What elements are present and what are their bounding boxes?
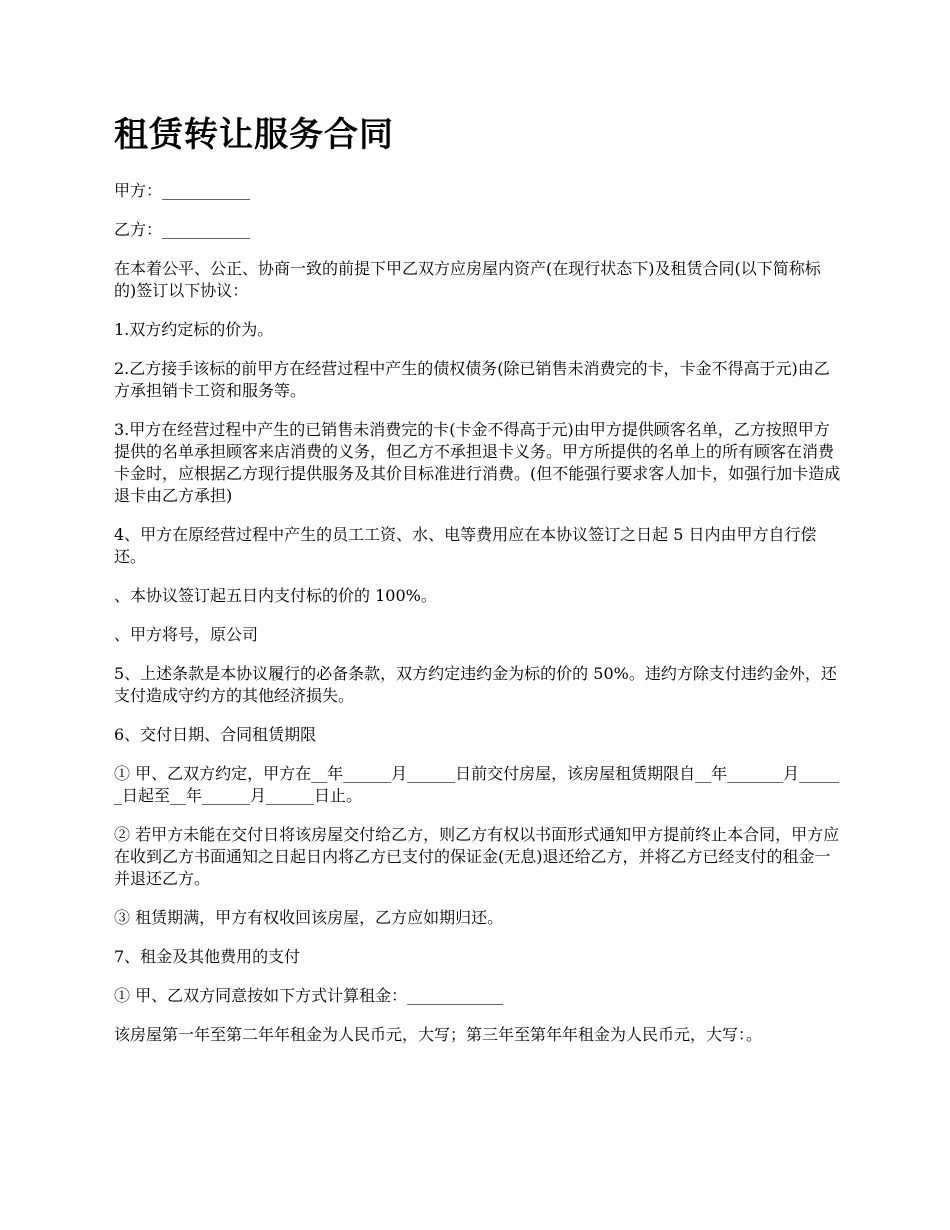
party-a-line: 甲方：___________ (114, 181, 251, 200)
document-title: 租赁转让服务合同 (114, 115, 394, 155)
clause-6-2: ② 若甲方未能在交付日将该房屋交付给乙方，则乙方有权以书面形式通知甲方提前终止本合同，甲方应在收到乙方书面通知之日起日内将乙方已支付的保证金(无息)退还给乙方，并将乙方已经支付的租金一并退还乙方。 (114, 825, 840, 888)
clause-3: 3.甲方在经营过程中产生的已销售未消费完的卡(卡金不得高于元)由甲方提供顾客名单，乙方按照甲方提供的名单承担顾客来店消费的义务，但乙方不承担退卡义务。甲方所提供的名单上的所有顾客在消费卡金时，应根据乙方现行提供服务及其价目标准进行消费。(但不能强行要求客人加卡，如强行加卡造成退卡由乙方承担) (114, 420, 841, 505)
clause-company: 、甲方将号，原公司 (114, 625, 259, 644)
clause-payment: 、本协议签订起五日内支付标的价的 100%。 (114, 586, 437, 605)
document-page (114, 112, 842, 1063)
section-6-heading: 6、交付日期、合同租赁期限 (114, 725, 317, 744)
preamble-paragraph: 在本着公平、公正、协商一致的前提下甲乙双方应房屋内资产(在现行状态下)及租赁合同(以下简称标的)签订以下协议： (114, 259, 821, 300)
clause-6-1: ① 甲、乙双方约定，甲方在__年______月______日前交付房屋，该房屋租赁期限自__年_______月______日起至__年______月______日止。 (114, 764, 840, 805)
clause-5: 5、上述条款是本协议履行的必备条款，双方约定违约金为标的价的 50%。违约方除支付违约金外，还支付造成守约方的其他经济损失。 (114, 664, 837, 705)
clause-1: 1.双方约定标的价为。 (114, 320, 274, 339)
section-7-heading: 7、租金及其他费用的支付 (114, 947, 301, 966)
party-b-line: 乙方：___________ (114, 220, 251, 239)
rent-amount-paragraph: 该房屋第一年至第二年年租金为人民币元，大写；第三年至第年年租金为人民币元，大写：。 (114, 1025, 763, 1044)
clause-4: 4、甲方在原经营过程中产生的员工工资、水、电等费用应在本协议签订之日起 5 日内由甲方自行偿还。 (114, 525, 817, 566)
clause-7-1: ① 甲、乙双方同意按如下方式计算租金：____________ (114, 986, 504, 1005)
clause-2: 2.乙方接手该标的前甲方在经营过程中产生的债权债务(除已销售未消费完的卡，卡金不得高于元)由乙方承担销卡工资和服务等。 (114, 359, 830, 400)
clause-6-3: ③ 租赁期满，甲方有权收回该房屋，乙方应如期归还。 (114, 908, 504, 927)
